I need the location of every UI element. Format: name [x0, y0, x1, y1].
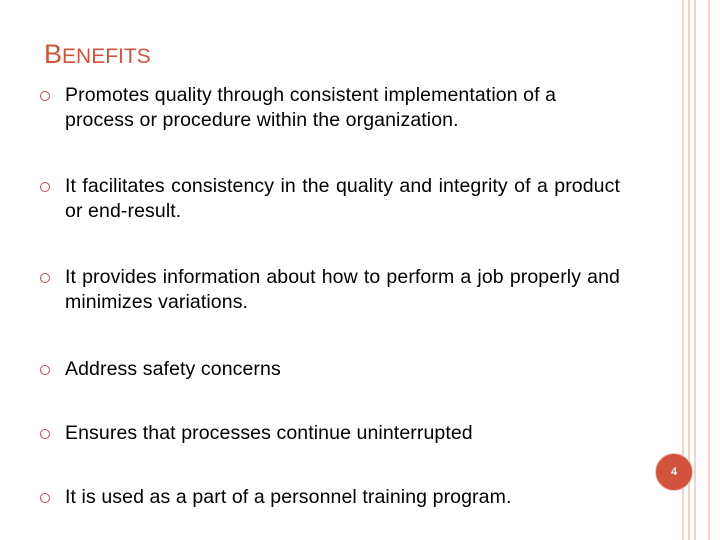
bullet-circle-icon	[40, 429, 50, 439]
bullet-text: It is used as a part of a personnel training program.	[65, 486, 512, 508]
page-number: 4	[670, 466, 678, 478]
bullet-item	[40, 485, 620, 510]
bullet-item	[40, 421, 620, 446]
bullet-text: Address safety concerns	[65, 358, 281, 380]
bullet-text: Promotes quality through consistent implementation of a process or procedure within the organization.	[65, 84, 557, 131]
bullet-circle-icon	[40, 182, 50, 192]
bullet-circle-icon	[40, 493, 50, 503]
bullet-circle-icon	[40, 91, 50, 101]
bullet-text: It provides information about how to perform a job properly and minimizes variations.	[65, 266, 620, 313]
bullet-text: Ensures that processes continue uninterrupted	[65, 422, 473, 444]
page-number-badge	[655, 453, 693, 491]
bullet-item	[40, 357, 620, 382]
slide-title-rest: ENEFITS	[62, 45, 151, 68]
bullet-item	[40, 265, 620, 315]
bullet-item	[40, 83, 620, 133]
bullet-circle-icon	[40, 365, 50, 375]
bullet-circle-icon	[40, 273, 50, 283]
slide-title-initial: B	[44, 39, 63, 69]
bullet-text: It facilitates consistency in the quality and integrity of a product or end-result.	[65, 175, 620, 222]
bullet-item	[40, 174, 620, 224]
